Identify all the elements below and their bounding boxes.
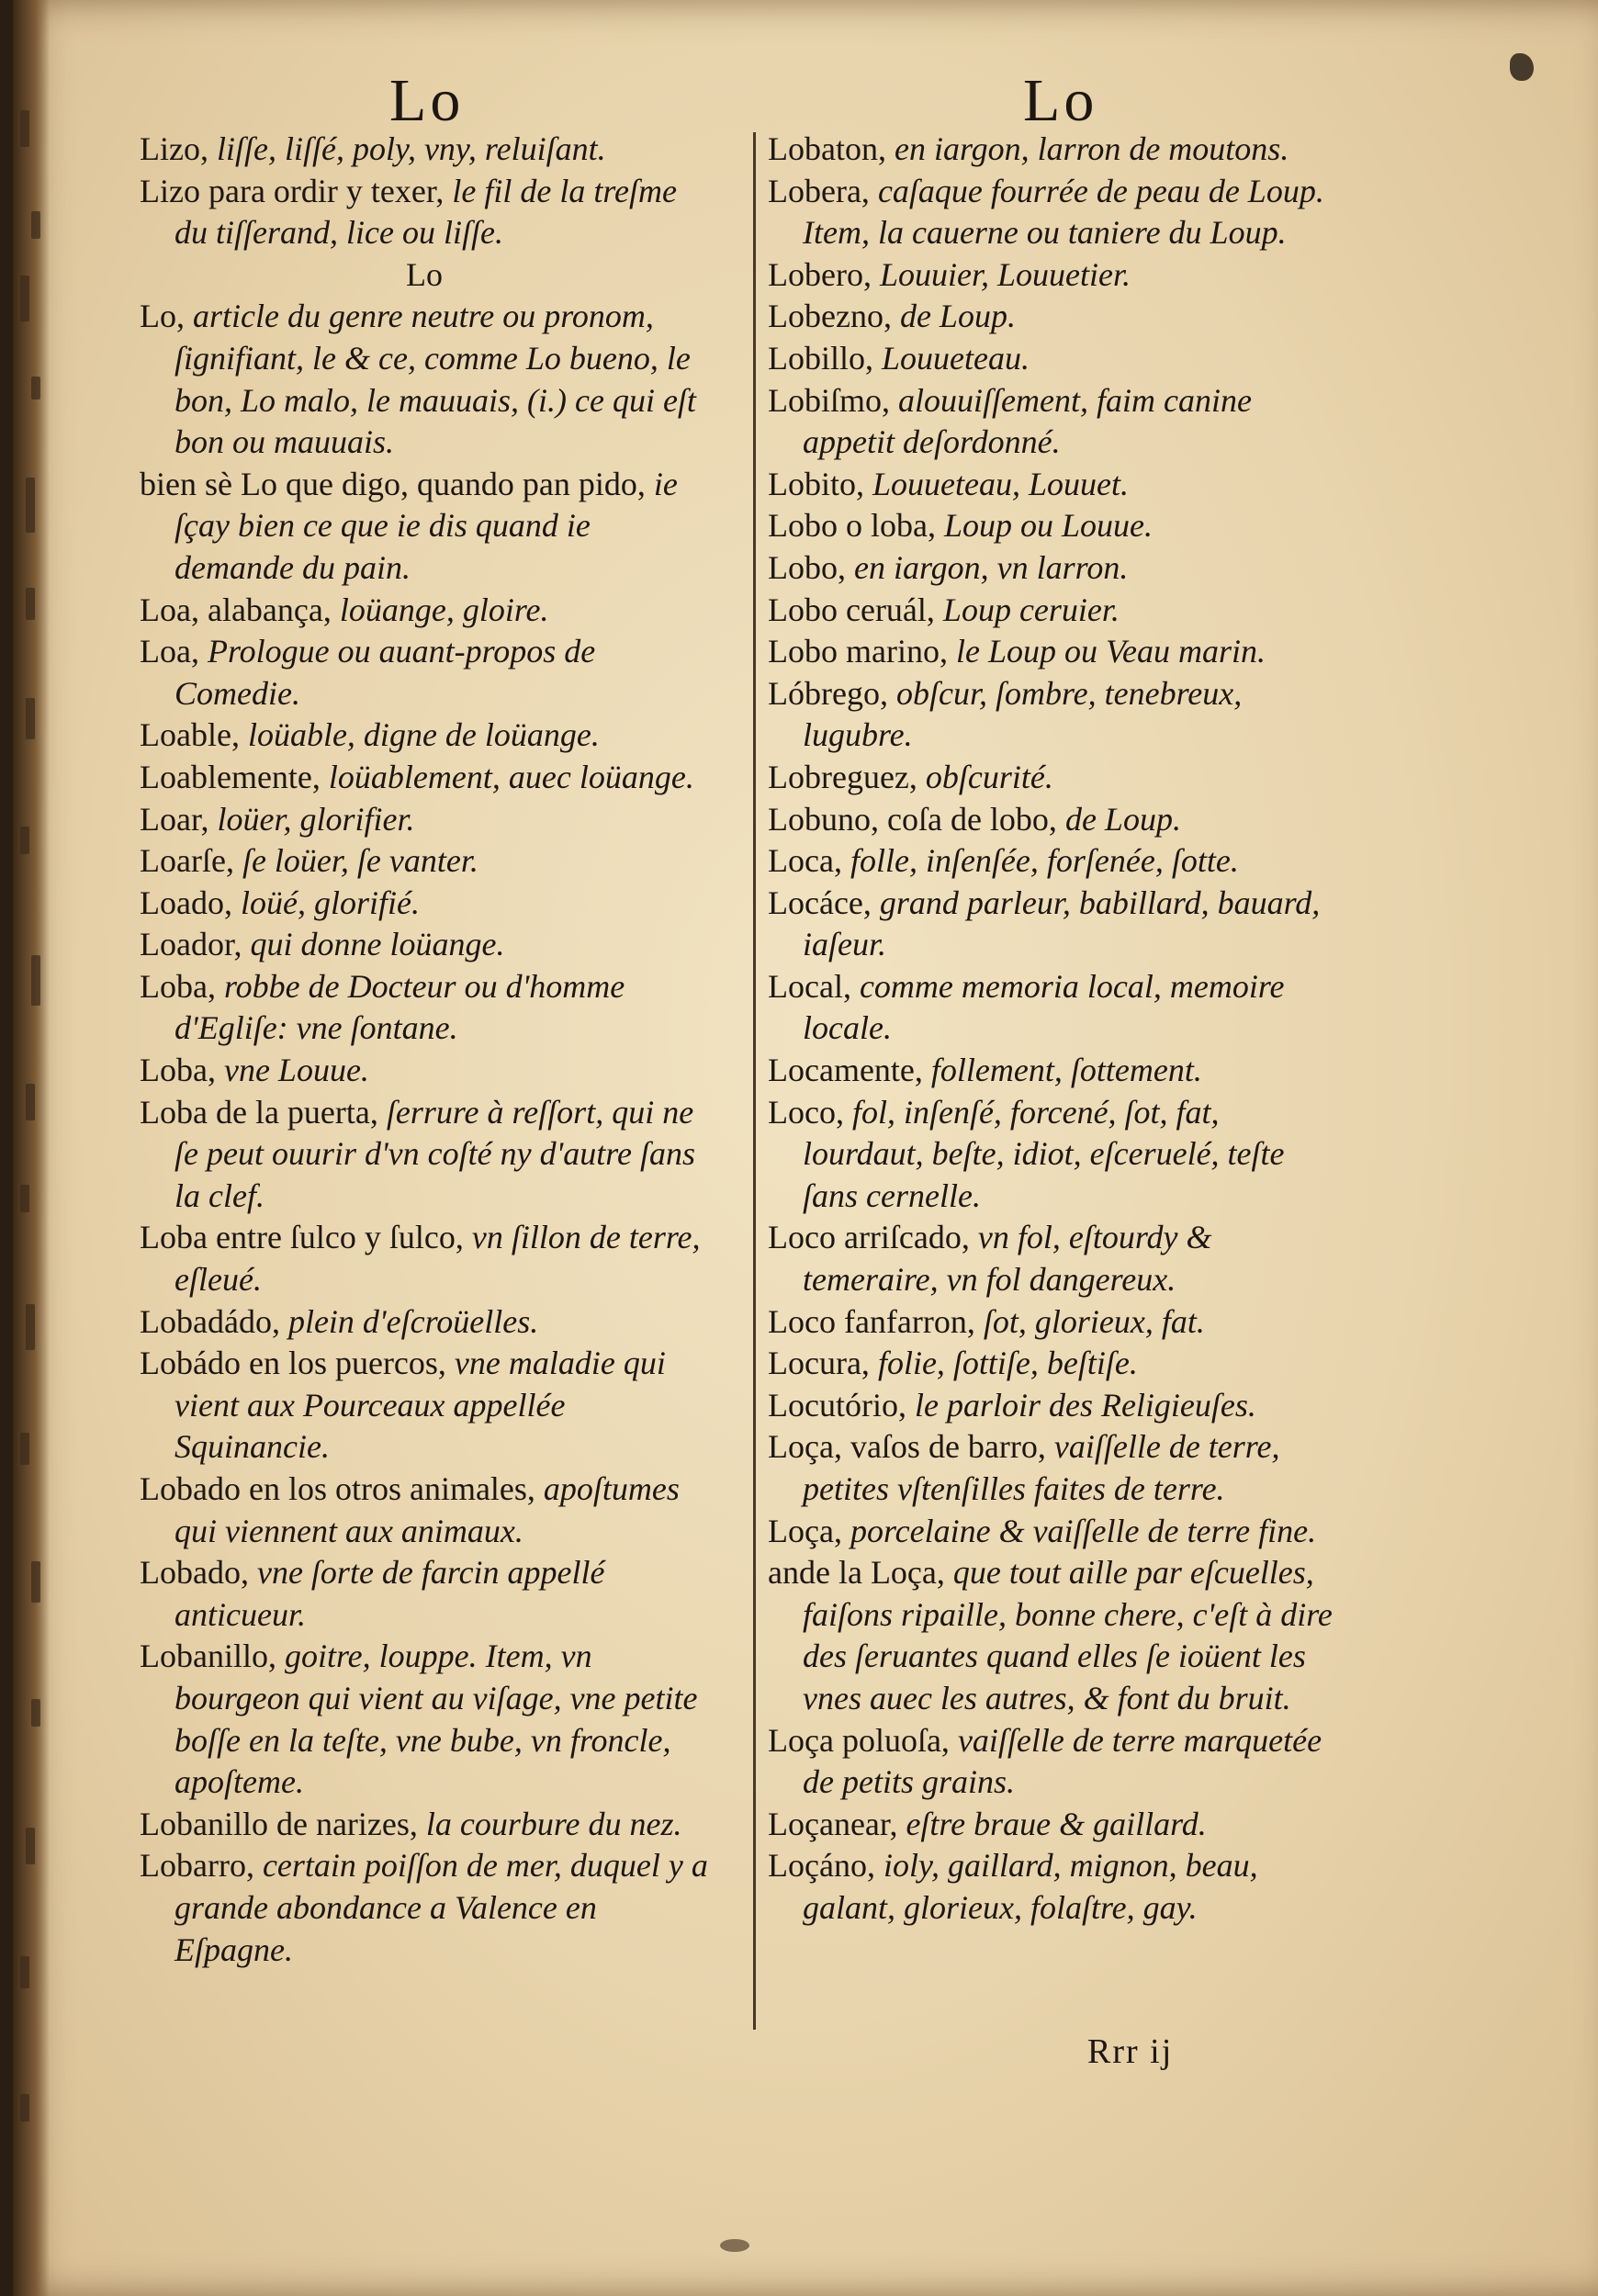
section-heading: Lo (406, 255, 443, 293)
dictionary-entry (768, 966, 1337, 1050)
right-column (768, 129, 1337, 1930)
headword: Loba, (140, 967, 224, 1005)
definition: plein d'eſcroüelles. (287, 1302, 539, 1340)
dictionary-entry (140, 1092, 709, 1218)
definition: ſerrure à reſſort, qui ne ſe peut ouurir d'vn coſté ny d'autre ſans la clef. (174, 1093, 695, 1214)
definition: ie ſçay bien ce que ie dis quand ie demande du pain. (174, 465, 678, 586)
headword: Loa, (140, 633, 208, 670)
definition: vne maladie qui vient aux Pourceaux appellée Squinancie. (174, 1345, 666, 1466)
dictionary-entry (140, 715, 709, 757)
headword: Lobera, (768, 172, 878, 209)
definition: Loup ceruier. (942, 591, 1120, 628)
left-column (140, 129, 709, 1971)
dictionary-entry (768, 464, 1337, 506)
headword: Loco arriſcado, (768, 1219, 978, 1256)
dictionary-entry (768, 547, 1337, 590)
headword: Local, (768, 967, 860, 1005)
definition: vaiſſelle de terre, petites vſtenſilles faites de terre. (803, 1428, 1280, 1507)
left-entries (140, 296, 709, 1971)
headword: Locura, (768, 1345, 878, 1382)
headword: Lobo ceruál, (768, 591, 943, 628)
definition: folle, inſenſée, forſenée, ſotte. (850, 842, 1239, 880)
definition: le parloir des Religieuſes. (914, 1386, 1256, 1424)
headword: Loba de la puerta, (140, 1093, 387, 1131)
headword: Loçanear, (768, 1805, 906, 1842)
definition: Louueteau, Louuet. (872, 465, 1129, 502)
headword: Lóbrego, (768, 674, 896, 712)
definition: obſcur, ſombre, tenebreux, lugubre. (803, 674, 1243, 754)
headword: Lobanillo, (140, 1638, 285, 1675)
headword: ande la Loça, (768, 1554, 953, 1592)
headword: Lobezno, (768, 298, 900, 335)
dictionary-entry (768, 1552, 1337, 1719)
headword: Lobádo en los puercos, (140, 1345, 455, 1382)
definition: porcelaine & vaiſſelle de terre fine. (850, 1512, 1317, 1549)
headword: Lobarro, (140, 1847, 263, 1885)
definition: en iargon, larron de moutons. (894, 130, 1289, 167)
definition: vn fol, eſtourdy & temeraire, vn fol dangereux. (803, 1219, 1212, 1299)
dictionary-entry (140, 1552, 709, 1636)
dictionary-entry (768, 840, 1337, 883)
headword: Loçáno, (768, 1847, 883, 1885)
dictionary-entry (140, 840, 709, 883)
headword: Lobado, (140, 1554, 257, 1592)
dictionary-entry (768, 590, 1337, 632)
definition: le fil de la treſme du tiſſerand, lice ou liſſe. (174, 172, 678, 252)
dictionary-entry (768, 505, 1337, 547)
headword: Lizo, (140, 130, 217, 167)
dictionary-entry (140, 757, 709, 799)
headword: Loador, (140, 926, 251, 963)
headword: Loca, (768, 842, 850, 880)
dictionary-entry (768, 380, 1337, 464)
headword: Loba, (140, 1052, 224, 1089)
column-rule (753, 132, 756, 2030)
headword: Lizo para ordir y texer, (140, 172, 453, 209)
dictionary-entry (768, 171, 1337, 254)
definition: Louueteau. (882, 339, 1030, 377)
headword: Lobreguez, (768, 758, 926, 795)
dictionary-entry (768, 757, 1337, 799)
dictionary-entry (768, 338, 1337, 380)
definition: vaiſſelle de terre marquetée de petits grains. (803, 1721, 1322, 1801)
definition: en iargon, vn larron. (854, 548, 1129, 586)
definition: Loup ou Louue. (943, 507, 1153, 545)
running-head-right: Lo (1023, 67, 1098, 134)
headword: Lobadádo, (140, 1302, 288, 1340)
headword: Loça, (768, 1512, 850, 1549)
dictionary-entry (768, 1720, 1337, 1804)
definition: ioly, gaillard, mignon, beau, galant, glorieux, folaſtre, gay. (803, 1847, 1258, 1926)
headword: Lobaton, (768, 130, 895, 167)
dictionary-entry (140, 296, 709, 463)
dictionary-entry (768, 1301, 1337, 1344)
dictionary-entry (140, 1217, 709, 1300)
definition: grand parleur, babillard, bauard, iaſeur. (803, 884, 1321, 963)
headword: Lobiſmo, (768, 381, 898, 419)
definition: liſſe, liſſé, poly, vny, reluiſant. (216, 130, 606, 167)
dictionary-entry (140, 1636, 709, 1803)
definition: article du genre neutre ou pronom, ſignifiant, le & ce, comme Lo bueno, le bon, Lo malo, le mauuais, (i.) ce qui eſt bon ou mauuais. (174, 298, 696, 461)
dictionary-entry (768, 1050, 1337, 1092)
dictionary-entry (140, 924, 709, 966)
dictionary-entry (140, 799, 709, 841)
definition: vne Louue. (223, 1052, 369, 1089)
headword: Loco fanfarron, (768, 1302, 984, 1340)
bottom-ornament (720, 2239, 749, 2252)
definition: alouuiſſement, faim canine appetit deſordonné. (803, 381, 1252, 461)
dictionary-entry (140, 883, 709, 925)
dictionary-entry (140, 966, 709, 1050)
headword: Loba entre ſulco y ſulco, (140, 1219, 472, 1256)
dictionary-entry (140, 1469, 709, 1552)
dictionary-entry (768, 673, 1337, 757)
left-pre-entries (140, 129, 709, 254)
definition: apoſtumes qui viennent aux animaux. (174, 1470, 680, 1549)
definition: Louuier, Louuetier. (879, 255, 1131, 293)
dictionary-entry (140, 631, 709, 715)
dictionary-entry (768, 883, 1337, 966)
definition: loüable, digne de loüange. (247, 716, 600, 754)
headword: Locutório, (768, 1386, 915, 1424)
definition: loüablement, auec loüange. (328, 758, 694, 795)
dictionary-entry (140, 464, 709, 590)
dictionary-entry (140, 1343, 709, 1469)
headword: Loça poluoſa, (768, 1721, 958, 1759)
headword: Lobo marino, (768, 633, 956, 670)
book-page (13, 0, 1598, 2296)
dictionary-entry (768, 1426, 1337, 1510)
definition: loüange, gloire. (339, 591, 549, 628)
headword: Lobuno, coſa de lobo, (768, 800, 1065, 838)
definition: vne ſorte de farcin appellé anticueur. (174, 1554, 605, 1633)
headword: Lobanillo de narizes, (140, 1805, 426, 1842)
dictionary-entry (140, 1845, 709, 1971)
definition: de Loup. (1064, 800, 1181, 838)
headword: Loa, alabança, (140, 591, 340, 628)
headword: Lo, (140, 298, 193, 335)
dictionary-entry (768, 1511, 1337, 1553)
definition: Prologue ou auant-propos de Comedie. (174, 633, 596, 712)
headword: Lobillo, (768, 339, 882, 377)
dictionary-entry (140, 171, 709, 254)
signature-mark: Rrr ij (1087, 2032, 1174, 2071)
dictionary-entry (140, 590, 709, 632)
definition: ſot, glorieux, fat. (983, 1302, 1205, 1340)
dictionary-entry (140, 1050, 709, 1092)
definition: goitre, louppe. Item, vn bourgeon qui vient au viſage, vne petite boſſe en la teſte, vne bube, vn froncle, apoſteme. (174, 1638, 698, 1801)
running-head-left: Lo (389, 67, 465, 134)
definition: loüer, glorifier. (217, 800, 415, 838)
dictionary-entry (768, 296, 1337, 338)
headword: bien sè Lo que digo, quando pan pido, (140, 465, 654, 502)
headword: Loado, (140, 884, 241, 921)
dictionary-entry (768, 1217, 1337, 1300)
dictionary-entry (768, 129, 1337, 171)
headword: Locáce, (768, 884, 880, 921)
definition: fol, inſenſé, forcené, ſot, fat, lourdaut, beſte, idiot, eſceruelé, teſte ſans cernelle. (803, 1093, 1285, 1214)
headword: Loco, (768, 1093, 852, 1131)
definition: le Loup ou Veau marin. (955, 633, 1266, 670)
headword: Locamente, (768, 1052, 931, 1089)
headword: Loar, (140, 800, 218, 838)
dictionary-entry (768, 1343, 1337, 1385)
definition: qui donne loüange. (250, 926, 505, 963)
definition: loüé, glorifié. (240, 884, 420, 921)
definition: robbe de Docteur ou d'homme d'Egliſe: vne ſontane. (174, 967, 625, 1047)
definition: vn ſillon de terre, eſleué. (174, 1219, 701, 1299)
headword: Lobo o loba, (768, 507, 944, 545)
definition: obſcurité. (925, 758, 1053, 795)
right-entries (768, 129, 1337, 1930)
definition: eſtre braue & gaillard. (906, 1805, 1207, 1842)
definition: follement, ſottement. (930, 1052, 1202, 1089)
dictionary-entry (768, 631, 1337, 673)
definition: de Loup. (899, 298, 1016, 335)
dictionary-entry (140, 129, 709, 171)
definition: la courbure du nez. (425, 1805, 682, 1842)
dictionary-entry (768, 1385, 1337, 1427)
headword: Lobo, (768, 548, 854, 586)
dictionary-entry (768, 799, 1337, 841)
headword: Lobero, (768, 255, 880, 293)
dictionary-entry (768, 1804, 1337, 1846)
headword: Lobito, (768, 465, 872, 502)
definition: comme memoria local, memoire locale. (803, 967, 1285, 1047)
headword: Loarſe, (140, 842, 242, 880)
ink-blot (1510, 53, 1534, 81)
definition: caſaque fourrée de peau de Loup. Item, la cauerne ou taniere du Loup. (803, 172, 1324, 252)
dictionary-entry (768, 1845, 1337, 1929)
definition: que tout aille par eſcuelles, faiſons ripaille, bonne chere, c'eſt à dire des ſeruantes quand elles ſe ioüent les vnes auec les autres, & font du bruit. (803, 1554, 1333, 1716)
headword: Loable, (140, 716, 248, 754)
definition: folie, ſottiſe, beſtiſe. (877, 1345, 1138, 1382)
headword: Loça, vaſos de barro, (768, 1428, 1054, 1466)
dictionary-entry (768, 1092, 1337, 1218)
definition: certain poiſſon de mer, duquel y a grande abondance a Valence en Eſpagne. (174, 1847, 708, 1968)
dictionary-entry (768, 254, 1337, 297)
gutter-marks (13, 0, 46, 2296)
headword: Loablemente, (140, 758, 329, 795)
headword: Lobado en los otros animales, (140, 1470, 544, 1507)
dictionary-entry (140, 1301, 709, 1344)
definition: ſe loüer, ſe vanter. (242, 842, 478, 880)
dictionary-entry (140, 1804, 709, 1846)
